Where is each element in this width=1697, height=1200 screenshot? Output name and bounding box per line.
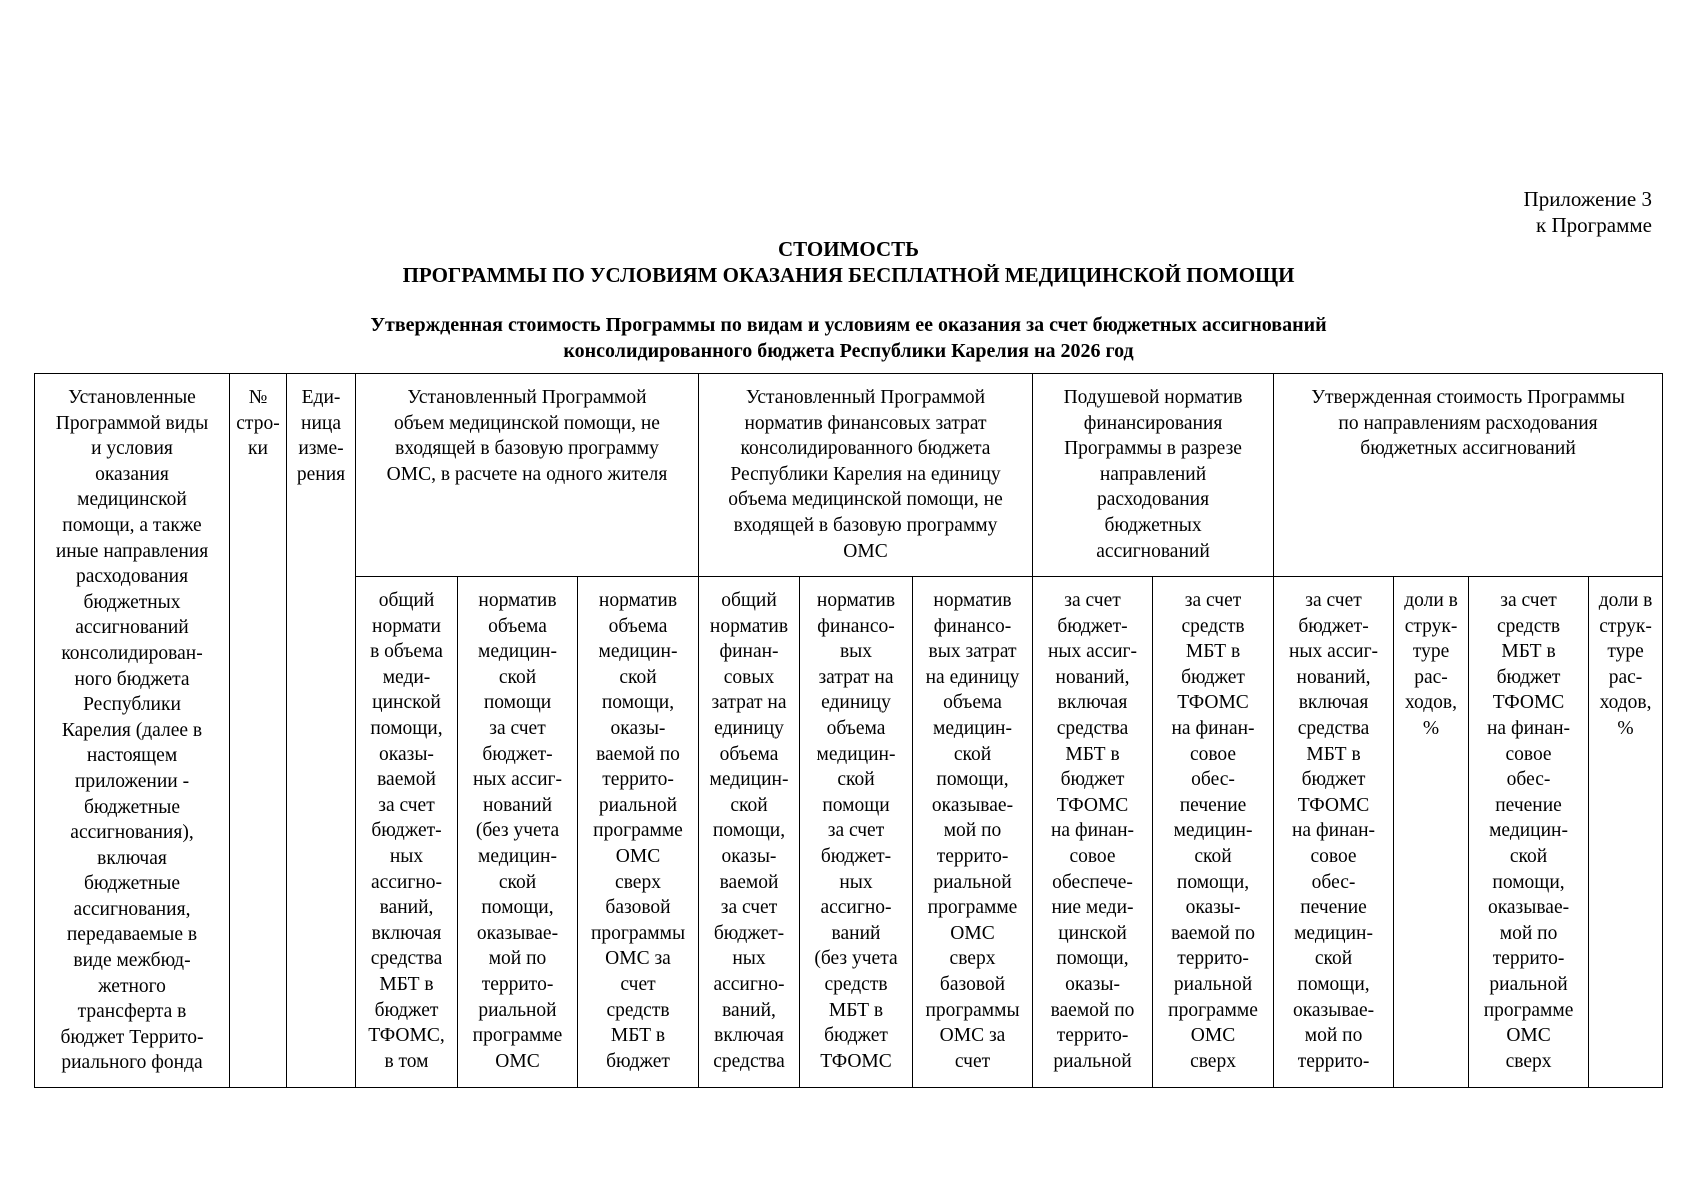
document-title: СТОИМОСТЬ	[777, 237, 920, 261]
subheader-approved-budget: за счет бюджет- ных ассиг- нований, включая средства МБТ в бюджет ТФОМС на финан- совое обес- печение медицин- ской помощи, оказывае- мой по террито-	[1274, 577, 1394, 1088]
subheader-cost-norm-oms: норматив финансо- вых затрат на единицу объема медицин- ской помощи, оказывае- мой по террито- риальной программе ОМС сверх базовой программы ОМС за счет	[913, 577, 1033, 1088]
subheader-volume-norm-budget: норматив объема медицин- ской помощи за счет бюджет- ных ассиг- нований (без учета медицин- ской помощи, оказывае- мой по террито- риальной программе ОМС	[458, 577, 578, 1088]
document-title-subline: ПРОГРАММЫ ПО УСЛОВИЯМ ОКАЗАНИЯ БЕСПЛАТНОЙ МЕДИЦИНСКОЙ ПОМОЩИ	[402, 263, 1295, 287]
subheader-per-capita-mbt: за счет средств МБТ в бюджет ТФОМС на финан- совое обес- печение медицин- ской помощи, оказы- ваемой по террито- риальной программе ОМС сверх	[1153, 577, 1274, 1088]
appendix-number: Приложение 3	[1523, 187, 1652, 211]
table-caption-line-2: консолидированного бюджета Республики Карелия на 2026 год	[563, 340, 1134, 362]
subheader-volume-norm-oms: норматив объема медицин- ской помощи, оказы- ваемой по террито- риальной программе ОМС сверх базовой программы ОМС за счет средств МБТ в бюджет	[578, 577, 699, 1088]
header-care-volume: Установленный Программой объем медицинской помощи, не входящей в базовую программу ОМС, в расчете на одного жителя	[356, 374, 699, 577]
header-unit-of-measure: Еди- ница изме- рения	[287, 374, 356, 1088]
subheader-total-volume-norm: общий нормати в объема меди- цинской помощи, оказы- ваемой за счет бюджет- ных ассигно- ваний, включая средства МБТ в бюджет ТФОМС, в том	[356, 577, 458, 1088]
header-row-number: № стро- ки	[230, 374, 287, 1088]
subheader-per-capita-budget: за счет бюджет- ных ассиг- нований, включая средства МБТ в бюджет ТФОМС на финан- совое обеспече- ние меди- цинской помощи, оказы- ваемой по террито- риальной	[1033, 577, 1153, 1088]
subheader-approved-mbt-share: доли в струк- туре рас- ходов, %	[1589, 577, 1663, 1088]
subheader-cost-norm-budget: норматив финансо- вых затрат на единицу объема медицин- ской помощи за счет бюджет- ных ассигно- ваний (без учета средств МБТ в бюджет ТФОМС	[800, 577, 913, 1088]
program-cost-table	[34, 373, 1663, 1088]
subheader-approved-budget-share: доли в струк- туре рас- ходов, %	[1394, 577, 1469, 1088]
header-types-and-conditions: Установленные Программой виды и условия оказания медицинской помощи, а также иные направления расходования бюджетных ассигнований консолидирован- ного бюджета Республики Карелия (далее в настоящем приложении - бюджетные ассигнования), включая бюджетные ассигнования, передаваемые в виде межбюд- жетного трансферта в бюджет Террито- риального фонда	[35, 374, 230, 1088]
header-per-capita-norm: Подушевой норматив финансирования Программы в разрезе направлений расходования бюджетных ассигнований	[1033, 374, 1274, 577]
subheader-total-cost-norm: общий норматив финан- совых затрат на единицу объема медицин- ской помощи, оказы- ваемой за счет бюджет- ных ассигно- ваний, включая средства	[699, 577, 800, 1088]
header-approved-cost: Утвержденная стоимость Программы по направлениям расходования бюджетных ассигнований	[1274, 374, 1663, 577]
table-caption	[0, 312, 1697, 364]
table-caption-line-1: Утвержденная стоимость Программы по видам и условиям ее оказания за счет бюджетных ассигнований	[370, 314, 1327, 336]
appendix-reference: к Программе	[1536, 213, 1652, 237]
appendix-note	[1524, 186, 1652, 238]
header-financial-cost-norm: Установленный Программой норматив финансовых затрат консолидированного бюджета Республики Карелия на единицу объема медицинской помощи, не входящей в базовую программу ОМС	[699, 374, 1033, 577]
subheader-approved-mbt: за счет средств МБТ в бюджет ТФОМС на финан- совое обес- печение медицин- ской помощи, оказывае- мой по террито- риальной программе ОМС сверх	[1469, 577, 1589, 1088]
